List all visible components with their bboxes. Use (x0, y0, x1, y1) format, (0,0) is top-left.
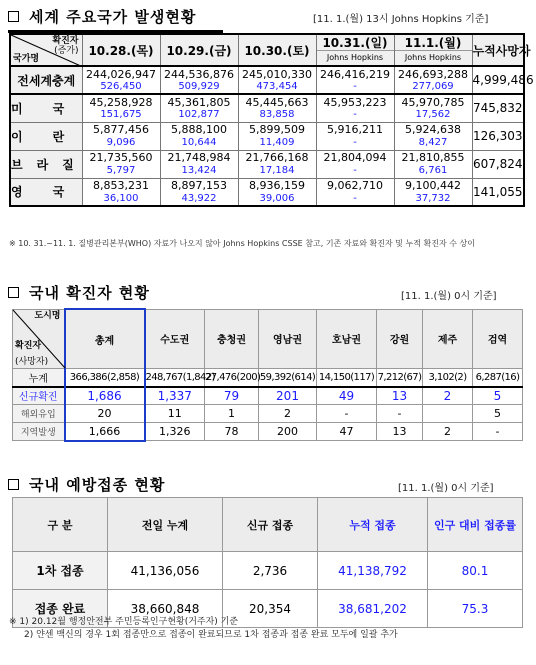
vaccination-value: 38,681,202 (318, 590, 428, 628)
region-value: 366,386(2,858) (65, 369, 145, 387)
region-value: 14,150(117) (317, 369, 377, 387)
region-value: - (473, 423, 523, 441)
section1-timestamp: [11. 1.(월) 13시 Johns Hopkins 기준] (313, 14, 489, 25)
region-value: 11 (145, 405, 205, 423)
region-value: 5 (473, 405, 523, 423)
country-name: 브라질 (10, 150, 82, 178)
daily-increase: 151,675 (82, 109, 160, 122)
vacc-header: 전일 누계 (108, 498, 223, 552)
region-value: 5 (473, 387, 523, 405)
daily-increase: - (316, 193, 394, 206)
daily-increase: 9,096 (82, 137, 160, 150)
daily-increase: - (316, 109, 394, 122)
case-count: 5,888,100 (160, 122, 238, 137)
checkbox-square-icon (8, 479, 19, 490)
case-count: 21,766,168 (238, 150, 316, 165)
case-count: 45,258,928 (82, 94, 160, 109)
footnote-2: 2) 얀센 백신의 경우 1회 접종만으로 접종이 완료되므로 1차 접종과 접종 완료 모두에 일괄 추가 (24, 630, 398, 640)
daily-increase: 6,761 (394, 165, 472, 178)
region-header: 호남권 (317, 309, 377, 369)
daily-increase: 17,562 (394, 109, 472, 122)
domestic-row (13, 423, 523, 441)
daily-increase: 277,069 (394, 81, 472, 94)
region-value: 1,666 (65, 423, 145, 441)
daily-increase: 8,427 (394, 137, 472, 150)
daily-increase: 11,409 (238, 137, 316, 150)
region-value: 20 (65, 405, 145, 423)
checkbox-square-icon (8, 11, 19, 22)
corner-bottom-label: 국가명 (13, 54, 40, 64)
case-count: 5,899,509 (238, 122, 316, 137)
corner-mid-label: 확진자 (15, 340, 42, 351)
region-value: 78 (205, 423, 259, 441)
date-label: 10.31.(일) (322, 35, 388, 50)
corner-top-label: 확진자 (52, 36, 79, 46)
daily-increase: 10,644 (160, 137, 238, 150)
region-value: 13 (377, 423, 423, 441)
case-count: 45,361,805 (160, 94, 238, 109)
country-row (10, 66, 524, 81)
region-header: 수도권 (145, 309, 205, 369)
case-count: 45,445,663 (238, 94, 316, 109)
corner-header (10, 34, 82, 66)
country-name: 이란 (10, 122, 82, 150)
case-count: 5,877,456 (82, 122, 160, 137)
case-count: 9,100,442 (394, 178, 472, 193)
region-value: 1 (205, 405, 259, 423)
region-value: - (317, 405, 377, 423)
case-count: 244,026,947 (82, 66, 160, 81)
cumulative-deaths: 126,303 (472, 122, 524, 150)
daily-increase: 473,454 (238, 81, 316, 94)
daily-increase: 17,184 (238, 165, 316, 178)
cumulative-deaths-header: 누적사망자 (472, 34, 524, 66)
vacc-header: 누적 접종 (318, 498, 428, 552)
case-count: 45,953,223 (316, 94, 394, 109)
section2-timestamp: [11. 1.(월) 0시 기준] (401, 291, 497, 302)
date-header (394, 34, 472, 66)
region-value: 2 (423, 387, 473, 405)
daily-increase: 526,450 (82, 81, 160, 94)
country-row (10, 178, 524, 193)
vaccination-value: 80.1 (428, 552, 523, 590)
region-value: 1,326 (145, 423, 205, 441)
vaccination-row (13, 552, 523, 590)
source-label: Johns Hopkins (395, 50, 472, 64)
region-value: 248,767(1,842) (145, 369, 205, 387)
vaccination-value: 20,354 (223, 590, 318, 628)
region-value (423, 405, 473, 423)
section2-title: 국내 확진자 현황 (8, 282, 150, 303)
country-row (10, 150, 524, 165)
cumulative-deaths: 607,824 (472, 150, 524, 178)
row-label: 1차 접종 (13, 552, 108, 590)
country-name: 전세계충계 (10, 66, 82, 94)
case-count: 21,804,094 (316, 150, 394, 165)
section3-title: 국내 예방접종 현황 (8, 474, 165, 495)
date-label: 11.1.(월) (404, 35, 462, 50)
case-count: 9,062,710 (316, 178, 394, 193)
checkbox-square-icon (8, 287, 19, 298)
region-value: 1,337 (145, 387, 205, 405)
case-count: 246,416,219 (316, 66, 394, 81)
region-header: 영남권 (259, 309, 317, 369)
vacc-header: 인구 대비 접종률 (428, 498, 523, 552)
region-value: 13 (377, 387, 423, 405)
section1-note: ※ 10. 31.~11. 1. 질병관리본부(WHO) 자료가 나오지 않아 Johns Hopkins CSSE 참고, 기존 자료와 확진자 및 누적 확진자 수 상이 (9, 239, 475, 248)
vaccination-table (12, 497, 523, 628)
region-value: 27,476(200) (205, 369, 259, 387)
world-cases-table (9, 33, 534, 207)
case-count: 21,748,984 (160, 150, 238, 165)
case-count: 21,735,560 (82, 150, 160, 165)
date-header: 10.28.(목) (82, 34, 160, 66)
vacc-header: 구 분 (13, 498, 108, 552)
country-name: 미국 (10, 94, 82, 122)
vacc-header: 신규 접종 (223, 498, 318, 552)
case-count: 5,916,211 (316, 122, 394, 137)
country-row (10, 94, 524, 109)
region-header: 강원 (377, 309, 423, 369)
row-label: 해외유입 (13, 405, 65, 423)
country-name: 영국 (10, 178, 82, 206)
region-value: 7,212(67) (377, 369, 423, 387)
case-count: 8,897,153 (160, 178, 238, 193)
case-count: 246,693,288 (394, 66, 472, 81)
case-count: 245,010,330 (238, 66, 316, 81)
region-value: 1,686 (65, 387, 145, 405)
vaccination-value: 38,660,848 (108, 590, 223, 628)
case-count: 244,536,876 (160, 66, 238, 81)
daily-increase: 43,922 (160, 193, 238, 206)
case-count: 45,970,785 (394, 94, 472, 109)
region-value: 49 (317, 387, 377, 405)
region-value: 79 (205, 387, 259, 405)
region-value: 3,102(2) (423, 369, 473, 387)
increase-row (10, 81, 524, 94)
country-row (10, 122, 524, 137)
row-label: 접종 완료 (13, 590, 108, 628)
daily-increase: 83,858 (238, 109, 316, 122)
region-header: 검역 (473, 309, 523, 369)
case-count: 5,924,638 (394, 122, 472, 137)
domestic-row (13, 387, 523, 405)
footnote-1: ※ 1) 20.12월 행정안전부 주민등록인구현황(거주자) 기준 (9, 617, 239, 627)
vaccination-value: 41,138,792 (318, 552, 428, 590)
region-value: 47 (317, 423, 377, 441)
region-value: 201 (259, 387, 317, 405)
row-label: 누계 (13, 369, 65, 387)
daily-increase: 36,100 (82, 193, 160, 206)
date-header: 10.30.(토) (238, 34, 316, 66)
region-header: 충청권 (205, 309, 259, 369)
region-value: 2 (423, 423, 473, 441)
source-label: Johns Hopkins (317, 50, 394, 64)
region-value: 200 (259, 423, 317, 441)
corner-bottom-label: (사망자) (15, 357, 49, 367)
region-value: 2 (259, 405, 317, 423)
cumulative-deaths: 4,999,486 (472, 66, 524, 94)
domestic-cases-table (12, 308, 523, 442)
case-count: 8,853,231 (82, 178, 160, 193)
corner-top-label: 도시명 (34, 310, 61, 321)
region-header: 제주 (423, 309, 473, 369)
date-header: 10.29.(금) (160, 34, 238, 66)
case-count: 8,936,159 (238, 178, 316, 193)
daily-increase: 509,929 (160, 81, 238, 94)
corner-header (13, 309, 65, 369)
daily-increase: 37,732 (394, 193, 472, 206)
cumulative-deaths: 745,832 (472, 94, 524, 122)
daily-increase: 102,877 (160, 109, 238, 122)
daily-increase: 39,006 (238, 193, 316, 206)
row-label: 신규확진 (13, 387, 65, 405)
domestic-row (13, 405, 523, 423)
row-label: 지역발생 (13, 423, 65, 441)
daily-increase: - (316, 137, 394, 150)
cumulative-deaths: 141,055 (472, 178, 524, 206)
daily-increase: - (316, 165, 394, 178)
region-value: - (377, 405, 423, 423)
case-count: 21,810,855 (394, 150, 472, 165)
region-header: 총계 (65, 309, 145, 369)
daily-increase: 5,797 (82, 165, 160, 178)
daily-increase: - (316, 81, 394, 94)
date-header (316, 34, 394, 66)
region-value: 6,287(16) (473, 369, 523, 387)
section3-timestamp: [11. 1.(월) 0시 기준] (398, 483, 494, 494)
vaccination-value: 2,736 (223, 552, 318, 590)
vaccination-value: 41,136,056 (108, 552, 223, 590)
domestic-row (13, 369, 523, 387)
region-value: 59,392(614) (259, 369, 317, 387)
daily-increase: 13,424 (160, 165, 238, 178)
section1-title: 세계 주요국가 발생현황 (8, 6, 196, 27)
corner-top-label-2: (증가) (54, 46, 79, 56)
vaccination-value: 75.3 (428, 590, 523, 628)
